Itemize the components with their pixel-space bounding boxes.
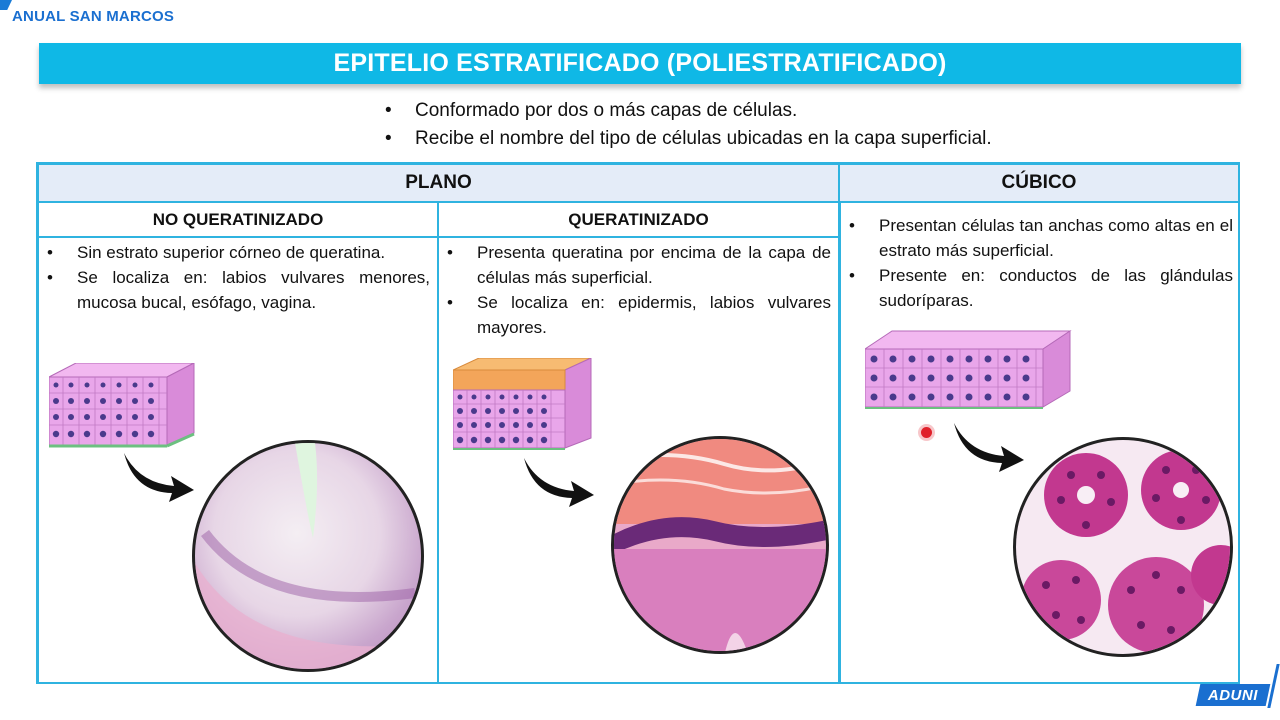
bullet-item: • Se localiza en: labios vulvares menores, mucosa bucal, esófago, vagina. [47,265,430,315]
cubico-bullets [849,213,1233,313]
arrow-curved-icon [119,448,199,503]
tissue-block-no-queratinizado [49,363,199,453]
intro-list [385,97,1105,153]
pointer-dot [921,427,932,438]
brand-mark-icon [0,0,12,10]
logo-text: ADUNI [1208,686,1258,704]
header-plano-label: PLANO [405,172,472,193]
arrow-curved-icon [949,418,1029,473]
header-cubico [839,164,1239,202]
bullet-item: • Se localiza en: epidermis, labios vulvares mayores. [447,290,831,340]
aduni-logo [1196,684,1271,706]
subheader-queratinizado [438,202,839,237]
column-cubico [839,202,1239,684]
column-queratinizado [438,237,839,684]
column-no-queratinizado [38,237,438,684]
intro-item: • Conformado por dos o más capas de células. [385,97,1105,125]
subheader-no-queratinizado-label: NO QUERATINIZADO [152,209,324,229]
header-plano [38,164,839,202]
queratinizado-bullets [447,240,831,340]
title-bar [39,43,1241,84]
subheader-no-queratinizado [38,202,438,237]
arrow-curved-icon [519,453,599,508]
classification-table [36,162,1240,684]
tissue-block-queratinizado [453,358,603,450]
micrograph-queratinizado [611,436,829,654]
intro-item: • Recibe el nombre del tipo de células ubicadas en la capa superficial. [385,125,1105,153]
no-queratinizado-bullets [47,240,430,315]
bullet-item: • Presente en: conductos de las glándulas sudoríparas. [849,263,1233,313]
header-cubico-label: CÚBICO [1001,172,1077,193]
brand-name: ANUAL SAN MARCOS [12,8,175,25]
micrograph-cubico [1013,437,1233,657]
micrograph-no-queratinizado [192,440,424,672]
subheader-queratinizado-label: QUERATINIZADO [568,209,709,229]
page-title: EPITELIO ESTRATIFICADO (POLIESTRATIFICADO) [333,49,947,77]
tissue-block-cubico [865,329,1075,411]
bullet-item: • Presenta queratina por encima de la capa de células más superficial. [447,240,831,290]
bullet-item: • Presentan células tan anchas como altas en el estrato más superficial. [849,213,1233,263]
bullet-item: • Sin estrato superior córneo de queratina. [47,240,430,265]
